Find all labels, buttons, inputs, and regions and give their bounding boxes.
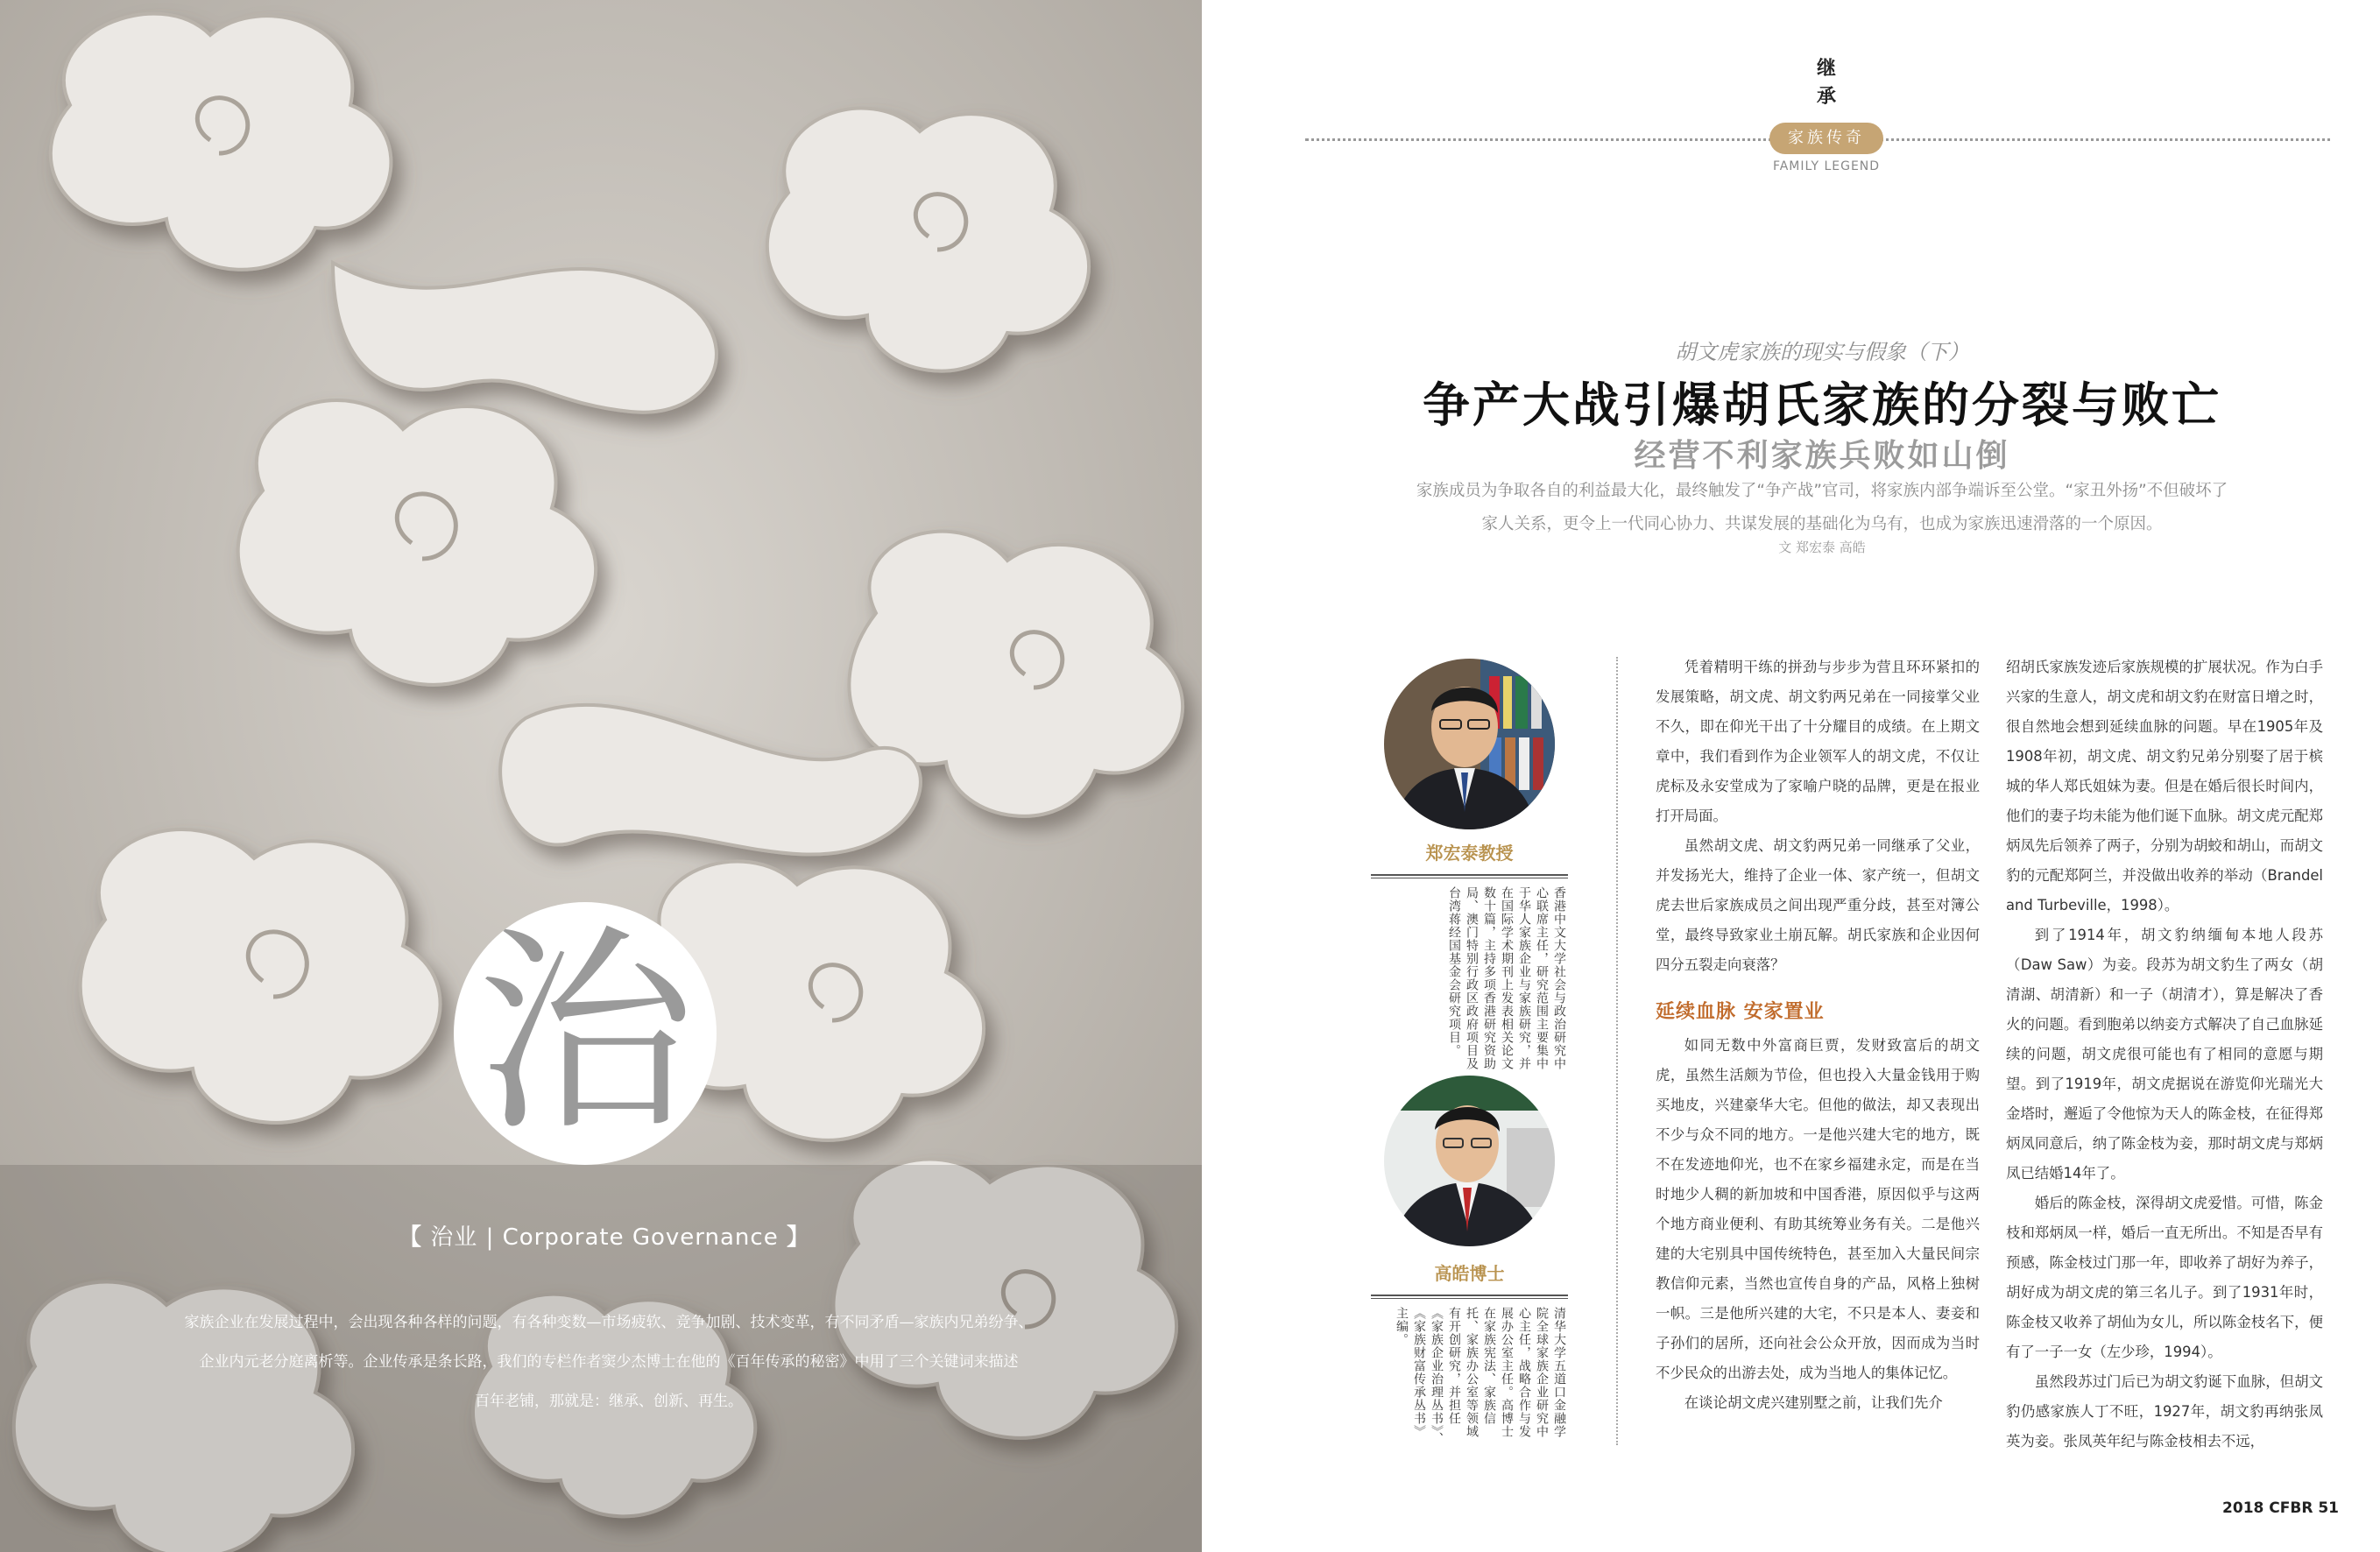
- body-paragraph: 在谈论胡文虎兴建别墅之前，让我们先介: [1684, 1394, 1943, 1411]
- author-name: 高皓博士: [1434, 1263, 1505, 1284]
- author-bio: 香港中文大学社会与政治研究中心联席主任，研究范围主要集中于华人家族企业与家族研究，并在国际学术期刊上发表相关论文数十篇，主持多项香港研究资助局、澳门特别行政区政府项目及台湾蒋经国基金会研究项目。: [1447, 886, 1566, 1070]
- deck-line: 家族成员为争取各自的利益最大化，最终触发了“争产战”官司，将家族内部争端诉至公堂。“家丑外扬”不但破坏了: [1416, 482, 2228, 500]
- article-kicker: 胡文虎家族的现实与假象（下）: [1675, 340, 1969, 364]
- body-paragraph: 婚后的陈金枝，深得胡文虎爱惜。可惜，陈金枝和郑炳凤一样，婚后一直无所出。不知是否早有预感，陈金枝过门那一年，即收养了胡好为养子，胡好成为胡文虎的第三名儿子。到了1931年时，陈金枝又收养了胡仙为女儿，所以陈金枝名下，便有了一子一女（左少珍，1994）。: [2006, 1195, 2323, 1360]
- author-rule: [1371, 874, 1568, 878]
- intro-line: 家族企业在发展过程中，会出现各种各样的问题，有各种变数—市场疲软、竞争加剧、技术变革，有不同矛盾—家族内兄弟纷争、: [184, 1314, 1034, 1331]
- article-deck: [1375, 475, 2269, 541]
- rubric: [1796, 54, 1857, 110]
- intro-line: 百年老铺，那就是：继承、创新、再生。: [475, 1393, 743, 1410]
- section-label: [399, 1219, 810, 1252]
- deck-line: 家人关系，更令上一代同心协力、共谋发展的基础化为乌有，也成为家族迅速滑落的一个原因。: [1481, 515, 2163, 533]
- author-photo-zheng: [1384, 659, 1555, 829]
- column-english-name: FAMILY LEGEND: [1772, 159, 1881, 173]
- section-en: Corporate Governance: [502, 1224, 779, 1251]
- body-paragraph: 凭着精明干练的拼劲与步步为营且环环紧扣的发展策略，胡文虎、胡文豹两兄弟在一同接掌父业不久，即在仰光干出了十分耀目的成绩。在上期文章中，我们看到作为企业领军人的胡文虎，不仅让虎标及永安堂成为了家喻户晓的品牌，更是在报业打开局面。: [1656, 659, 1980, 824]
- header-dotted-rule-right: [1875, 138, 2330, 141]
- author-name: 郑宏泰教授: [1425, 843, 1514, 864]
- section-separator: |: [485, 1224, 495, 1251]
- section-zh: 治业: [430, 1224, 478, 1251]
- article-headline: 争产大战引爆胡氏家族的分裂与败亡: [1423, 377, 2221, 433]
- body-column-1: [1656, 653, 1980, 1418]
- rubric-char: 继: [1816, 57, 1836, 80]
- author-rule: [1371, 1295, 1568, 1299]
- column-pill: 家族传奇: [1769, 123, 1883, 154]
- section-heading: 延续血脉 安家置业: [1656, 1001, 1825, 1023]
- author-photo-gao: [1384, 1076, 1555, 1246]
- header-dotted-rule-left: [1305, 138, 1778, 141]
- rubric-char: 承: [1816, 85, 1836, 108]
- body-column-2: [2006, 653, 2323, 1457]
- intro-line: 企业内元老分庭离析等。企业传承是条长路，我们的专栏作者窦少杰博士在他的《百年传承的秘密》中用了三个关键词来描述: [199, 1353, 1019, 1371]
- article-byline: 文 郑宏泰 高皓: [1778, 540, 1866, 555]
- governance-seal: [454, 902, 717, 1165]
- column-intro: [166, 1303, 1051, 1421]
- seal-character: 治: [476, 906, 695, 1160]
- article-subhead: 经营不利家族兵败如山倒: [1634, 437, 2010, 474]
- section-close-bracket: 】: [786, 1224, 810, 1251]
- body-paragraph: 虽然胡文虎、胡文豹两兄弟一同继承了父业，并发扬光大，维持了企业一体、家产统一，但胡文虎去世后家族成员之间出现严重分歧，甚至对簿公堂，最终导致家业土崩瓦解。胡氏家族和企业因何四分五裂走向衰落？: [1656, 837, 1980, 973]
- author-bio: 清华大学五道口金融学院全球家族企业研究中心主任，战略合作与发展办公室主任。高博士在家族宪法、家族信托、家族办公室等领域有开创研究，并担任《家族企业治理丛书》、《家族财富传承丛书》主编。: [1395, 1307, 1566, 1445]
- body-paragraph: 虽然段苏过门后已为胡文豹诞下血脉，但胡文豹仍感家族人丁不旺，1927年，胡文豹再纳张凤英为妾。张凤英年纪与陈金枝相去不远，: [2006, 1373, 2323, 1450]
- body-paragraph: 绍胡氏家族发迹后家族规模的扩展状况。作为白手兴家的生意人，胡文虎和胡文豹在财富日增之时，很自然地会想到延续血脉的问题。早在1905年及1908年初，胡文虎、胡文豹兄弟分别娶了居于槟城的华人郑氏姐妹为妻。但是在婚后很长时间内，他们的妻子均未能为他们诞下血脉。胡文虎元配郑炳凤先后领养了两子，分别为胡蛟和胡山，而胡文豹的元配郑阿兰，并没做出收养的举动（Brandel and Turbeville，1998）。: [2006, 659, 2323, 914]
- page-folio: 2018 CFBR 51: [2222, 1499, 2339, 1517]
- section-open-bracket: 【: [399, 1224, 423, 1251]
- body-paragraph: 如同无数中外富商巨贾，发财致富后的胡文虎，虽然生活颇为节俭，但也投入大量金钱用于购买地皮，兴建豪华大宅。但他的做法，却又表现出不少与众不同的地方。一是他兴建大宅的地方，既不在发迹地仰光，也不在家乡福建永定，而是在当时地少人稠的新加坡和中国香港，原因似乎与这两个地方商业便利、有助其统筹业务有关。二是他兴建的大宅别具中国传统特色，甚至加入大量民间宗教信仰元素，当然也宣传自身的产品，风格上独树一帜。三是他所兴建的大宅，不只是本人、妻妾和子孙们的居所，还向社会公众开放，因而成为当时不少民众的出游去处，成为当地人的集体记忆。: [1656, 1037, 1980, 1381]
- column-divider: [1616, 657, 1618, 1445]
- body-paragraph: 到了1914年，胡文豹纳缅甸本地人段苏（Daw Saw）为妾。段苏为胡文豹生了两女（胡清湖、胡清新）和一子（胡清才），算是解决了香火的问题。看到胞弟以纳妾方式解决了自己血脉延续的问题，胡文虎很可能也有了相同的意愿与期望。到了1919年，胡文虎据说在游览仰光瑞光大金塔时，邂逅了令他惊为天人的陈金枝，在征得郑炳凤同意后，纳了陈金枝为妾，那时胡文虎与郑炳凤已结婚14年了。: [2006, 927, 2323, 1182]
